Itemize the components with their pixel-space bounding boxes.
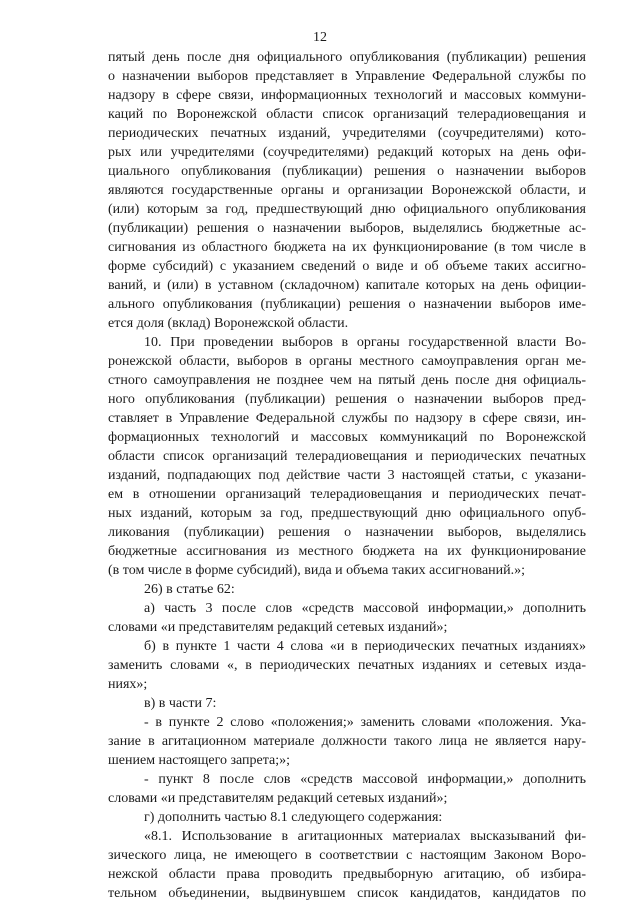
text-line: в) в части 7: xyxy=(144,696,217,711)
text-line: зание в агитационном материале должности такого лица не является нару- xyxy=(108,734,586,749)
text-line: а) часть 3 после слов «средств массовой информации,» дополнить xyxy=(144,601,586,616)
text-line: зического лица, не имеющего в соответствии с настоящим Законом Воро- xyxy=(108,848,586,863)
text-line: «8.1. Использование в агитационных материалах высказываний фи- xyxy=(144,829,586,844)
page-number: 12 xyxy=(313,30,327,45)
text-line: - в пункте 2 слово «положения;» заменить словами «положения. Ука- xyxy=(144,715,586,730)
text-line: бюджетные ассигнования из местного бюджета на их функционирование xyxy=(108,544,586,559)
text-line: ального опубликования (публикации) решения о назначении выборов име- xyxy=(108,297,586,312)
text-line: заменить словами «, в периодических печатных изданиях и сетевых изда- xyxy=(108,658,586,673)
text-line: тельном объединении, выдвинувшем список кандидатов, кандидатов по xyxy=(108,886,586,901)
text-line: ется доля (вклад) Воронежской области. xyxy=(108,316,349,331)
text-line: г) дополнить частью 8.1 следующего содержания: xyxy=(144,810,443,825)
text-line: нежской области права проводить предвыборную агитацию, об избира- xyxy=(108,867,586,882)
text-line: 10. При проведении выборов в органы государственной власти Во- xyxy=(144,335,586,350)
text-line: пятый день после дня официального опубликования (публикации) решения xyxy=(108,50,586,65)
text-line: (или) которым за год, предшествующий дню официального опубликования xyxy=(108,202,586,217)
text-line: (в том числе в форме субсидий), вида и объема таких ассигнований.»; xyxy=(108,563,526,578)
text-line: ниях»; xyxy=(108,677,148,692)
text-line: периодических печатных изданий, учредителями (соучредителями) кото- xyxy=(108,126,586,141)
text-line: - пункт 8 после слов «средств массовой информации,» дополнить xyxy=(144,772,586,787)
text-line: стного самоуправления не позднее чем на пятый день после дня официаль- xyxy=(108,373,586,388)
text-line: 26) в статье 62: xyxy=(144,582,235,597)
text-line: ных изданий, которым за год, предшествующий дню официального опуб- xyxy=(108,506,586,521)
text-line: изданий, подпадающих под действие части 3 настоящей статьи, с указани- xyxy=(108,468,586,483)
text-line: ваний, и (или) в уставном (складочном) капитале которых на день официи- xyxy=(108,278,586,293)
text-line: ликования (публикации) решения о назначении выборов, выделялись xyxy=(108,525,586,540)
text-line: ронежской области, выборов в органы местного самоуправления орган ме- xyxy=(108,354,586,369)
text-line: сигнования из областного бюджета на их функционирование (в том числе в xyxy=(108,240,586,255)
text-line: словами «и представителям редакций сетевых изданий»; xyxy=(108,620,448,635)
text-line: формационных технологий и массовых коммуникаций по Воронежской xyxy=(108,430,586,445)
text-line: о назначении выборов представляет в Управление Федеральной службы по xyxy=(108,69,586,84)
text-line: форме субсидий) с указанием сведений о виде и об объеме таких ассигно- xyxy=(108,259,586,274)
text-line: рых или учредителями (соучредителями) редакций которых на день офи- xyxy=(108,145,586,160)
text-line: словами «и представителям редакций сетевых изданий»; xyxy=(108,791,448,806)
text-line: каций по Воронежской области список организаций телерадиовещания и xyxy=(108,107,586,122)
text-line: ставляет в Управление Федеральной службы по надзору в сфере связи, ин- xyxy=(108,411,586,426)
text-line: области список организаций телерадиовещания и периодических печатных xyxy=(108,449,586,464)
text-line: ного опубликования (публикации) решения о назначении выборов пред- xyxy=(108,392,586,407)
text-line: являются государственные органы и организации Воронежской области, и xyxy=(108,183,586,198)
text-line: (публикации) решения о назначении выборов, выделялись бюджетные ас- xyxy=(108,221,586,236)
text-line: шением настоящего запрета;»; xyxy=(108,753,291,768)
text-line: б) в пункте 1 части 4 слова «и в периодических печатных изданиях» xyxy=(144,639,586,654)
text-line: циального опубликования (публикации) решения о назначении выборов xyxy=(108,164,586,179)
text-line: ем в отношении организаций телерадиовещания и периодических печат- xyxy=(108,487,586,502)
text-line: надзору в сфере связи, информационных технологий и массовых коммуни- xyxy=(108,88,586,103)
